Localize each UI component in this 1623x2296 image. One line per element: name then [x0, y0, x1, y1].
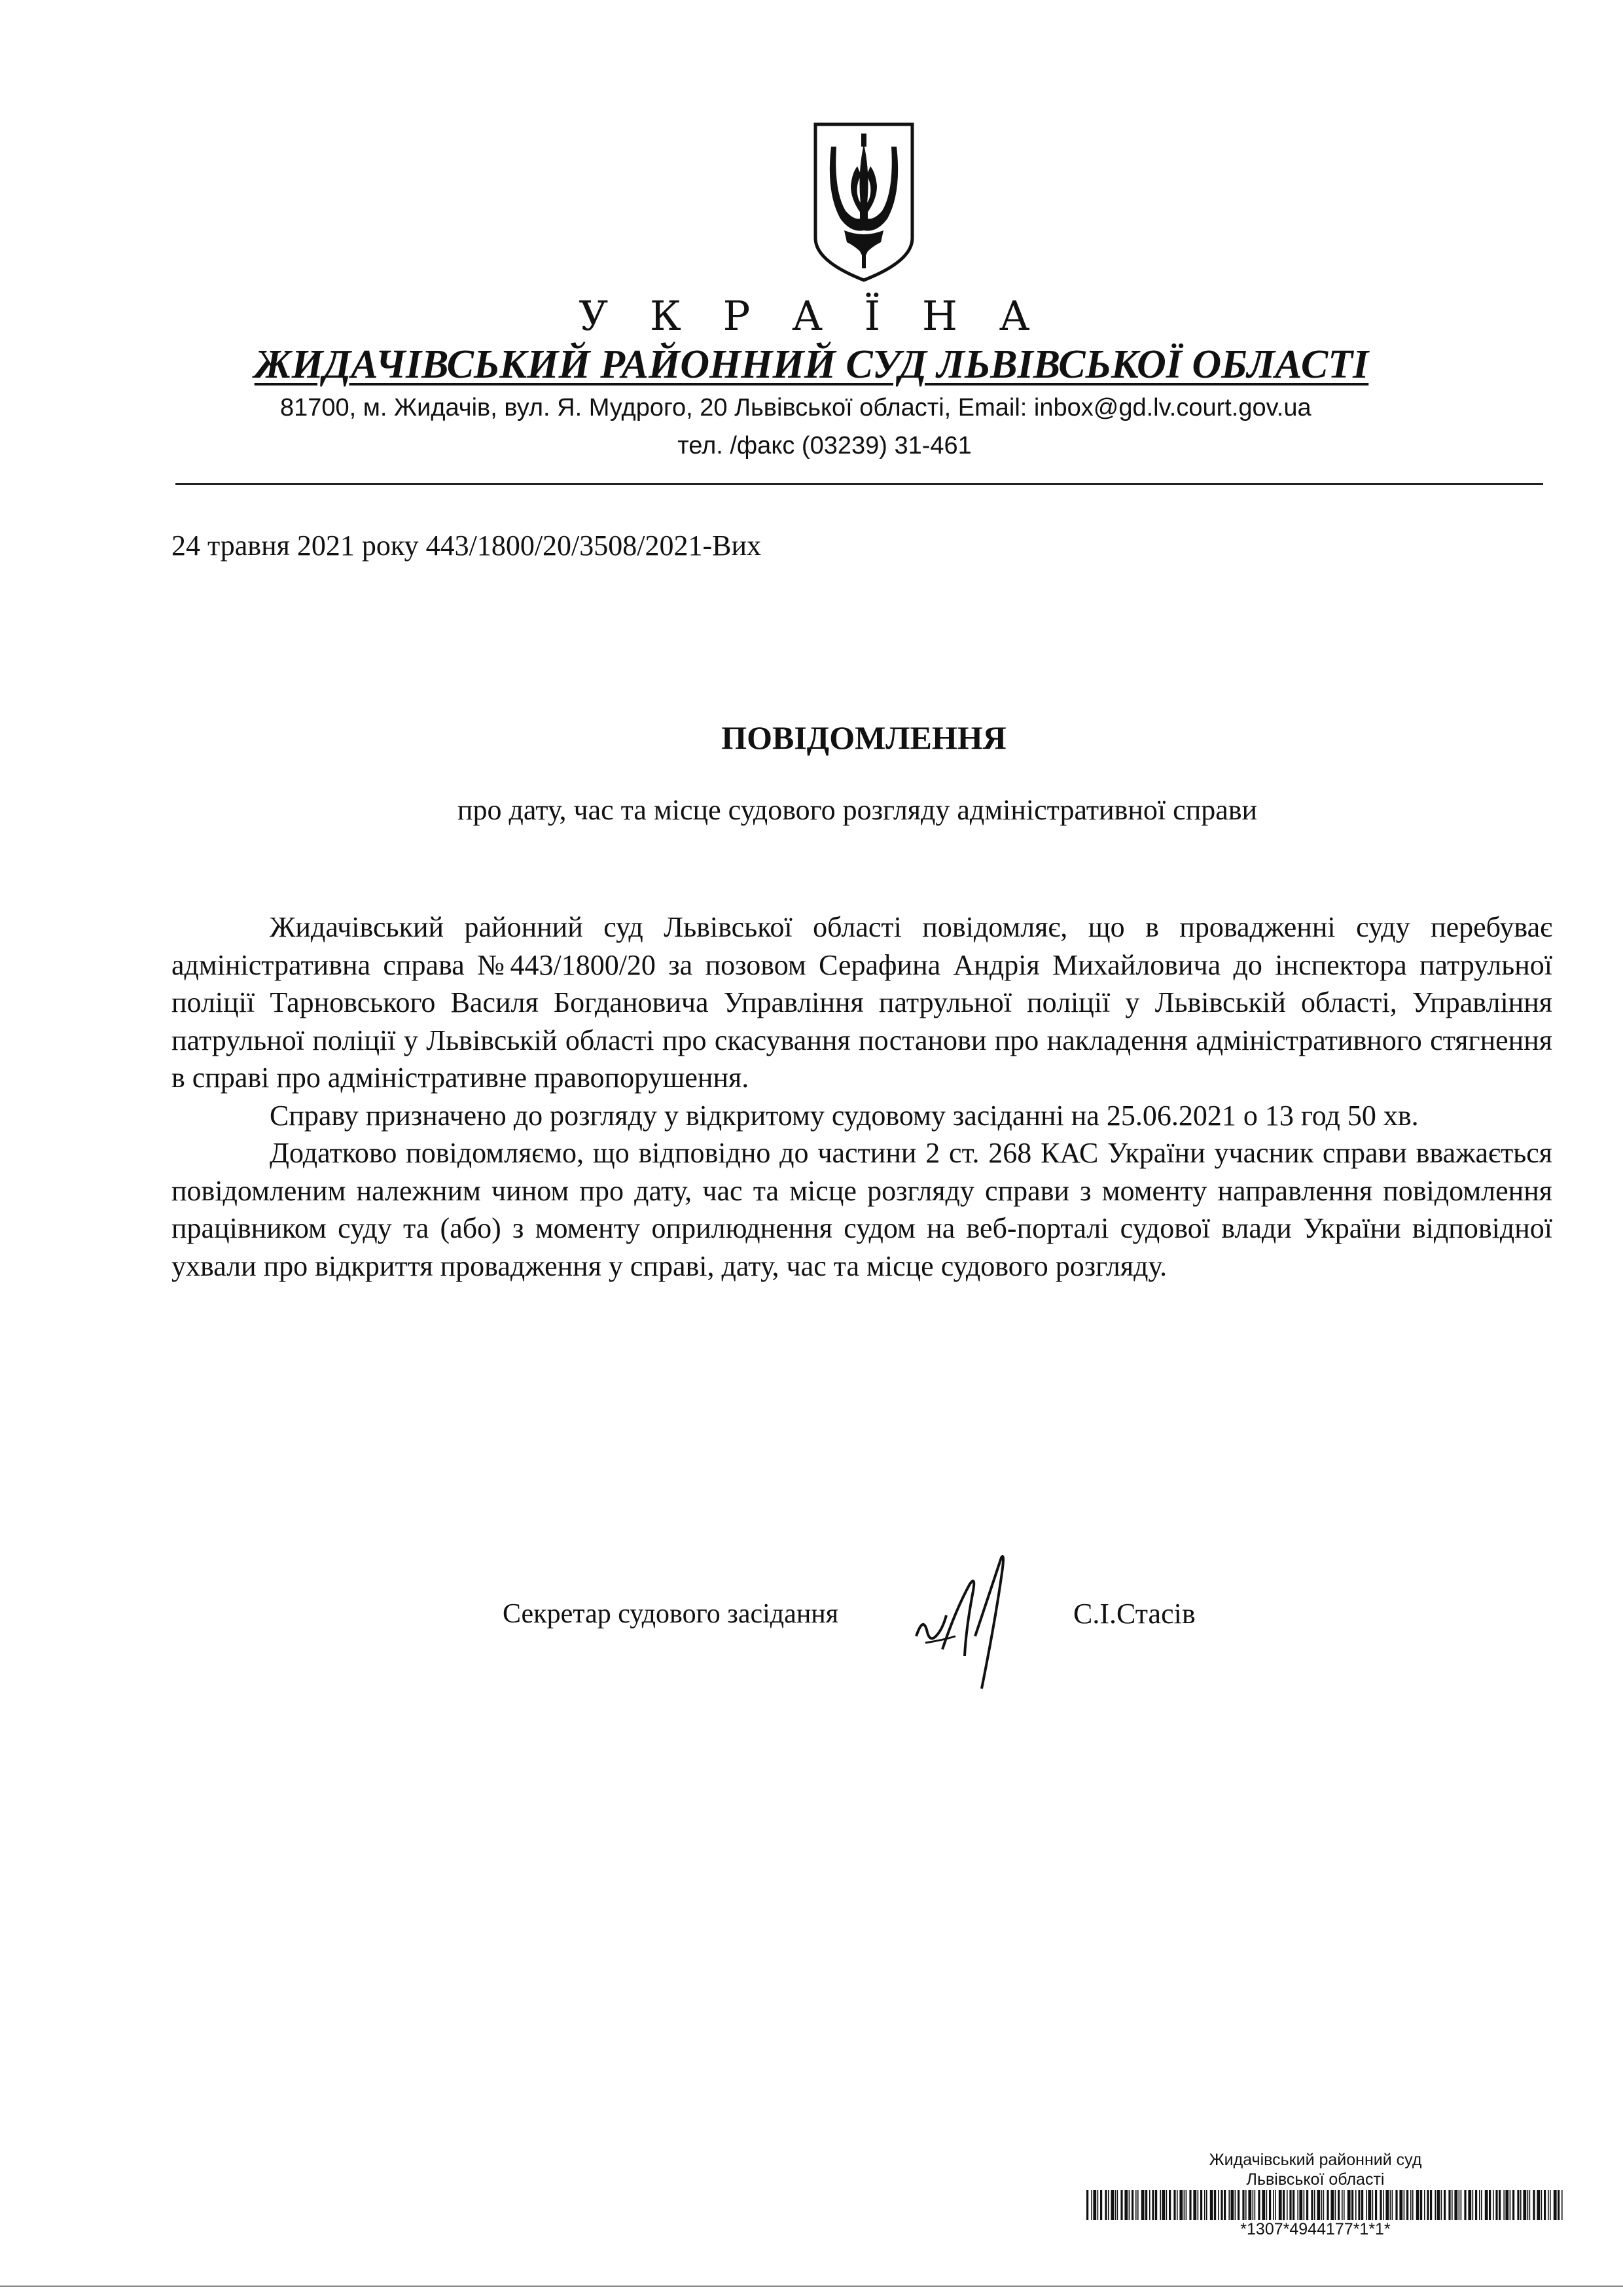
page-bottom-edge	[0, 2286, 1623, 2287]
date-reference: 24 травня 2021 року 443/1800/20/3508/2021-Вих	[171, 529, 762, 562]
signatory-name: С.І.Стасів	[1073, 1598, 1196, 1630]
barcode-number: *1307*4944177*1*1*	[1240, 2220, 1391, 2238]
header-divider	[175, 483, 1543, 485]
paragraph-notice-rules: Додатково повідомляємо, що відповідно до частини 2 ст. 268 КАС України учасник справи вважається повідомленим належним чином про дату, час та місце розгляду справи з моменту направлення повідомлення працівником суду та (або) з моменту оприлюднення судом на веб-порталі судової влади України відповідної ухвали про відкриття провадження у справі, дату, час та місце судового розгляду.	[171, 1137, 1552, 1282]
trident-coat-of-arms-icon	[812, 120, 916, 284]
court-phone: тел. /факс (03239) 31-461	[677, 432, 972, 459]
paragraph-hearing-date: Справу призначено до розгляду у відкритому судовому засіданні на 25.06.2021 о 13 год 50 хв.	[270, 1099, 1419, 1132]
court-name: ЖИДАЧІВСЬКИЙ РАЙОННИЙ СУД ЛЬВІВСЬКОЇ ОБЛАСТІ	[254, 342, 1369, 387]
document-title: ПОВІДОМЛЕННЯ	[721, 719, 1007, 756]
signature-label: Секретар судового засідання	[503, 1599, 839, 1629]
paragraph-case-info: Жидачівський районний суд Львівської області повідомляє, що в провадженні суду перебуває адміністративна справа №443/1800/20 за позовом Серафина Андрія Михайловича до інспектора патрульної поліції Тарновського Василя Богдановича Управління патрульної поліції у Львівській області, Управління патрульної поліції у Львівській області про скасування постанови про накладення адміністративного стягнення в справі про адміністративне правопорушення.	[171, 911, 1552, 1094]
handwritten-signature	[903, 1538, 1060, 1695]
country-heading: У К Р А Ї Н А	[579, 292, 1044, 340]
barcode	[1086, 2190, 1564, 2220]
stamp-court-line: Жидачівський районний суд	[1209, 2151, 1422, 2169]
court-address: 81700, м. Жидачів, вул. Я. Мудрого, 20 Львівської області, Email: inbox@gd.lv.court.gov.ua	[280, 394, 1311, 422]
stamp-region-line: Львівської області	[1246, 2170, 1385, 2189]
document-subtitle: про дату, час та місце судового розгляду адміністративної справи	[457, 794, 1258, 826]
document-body	[171, 908, 1552, 1285]
